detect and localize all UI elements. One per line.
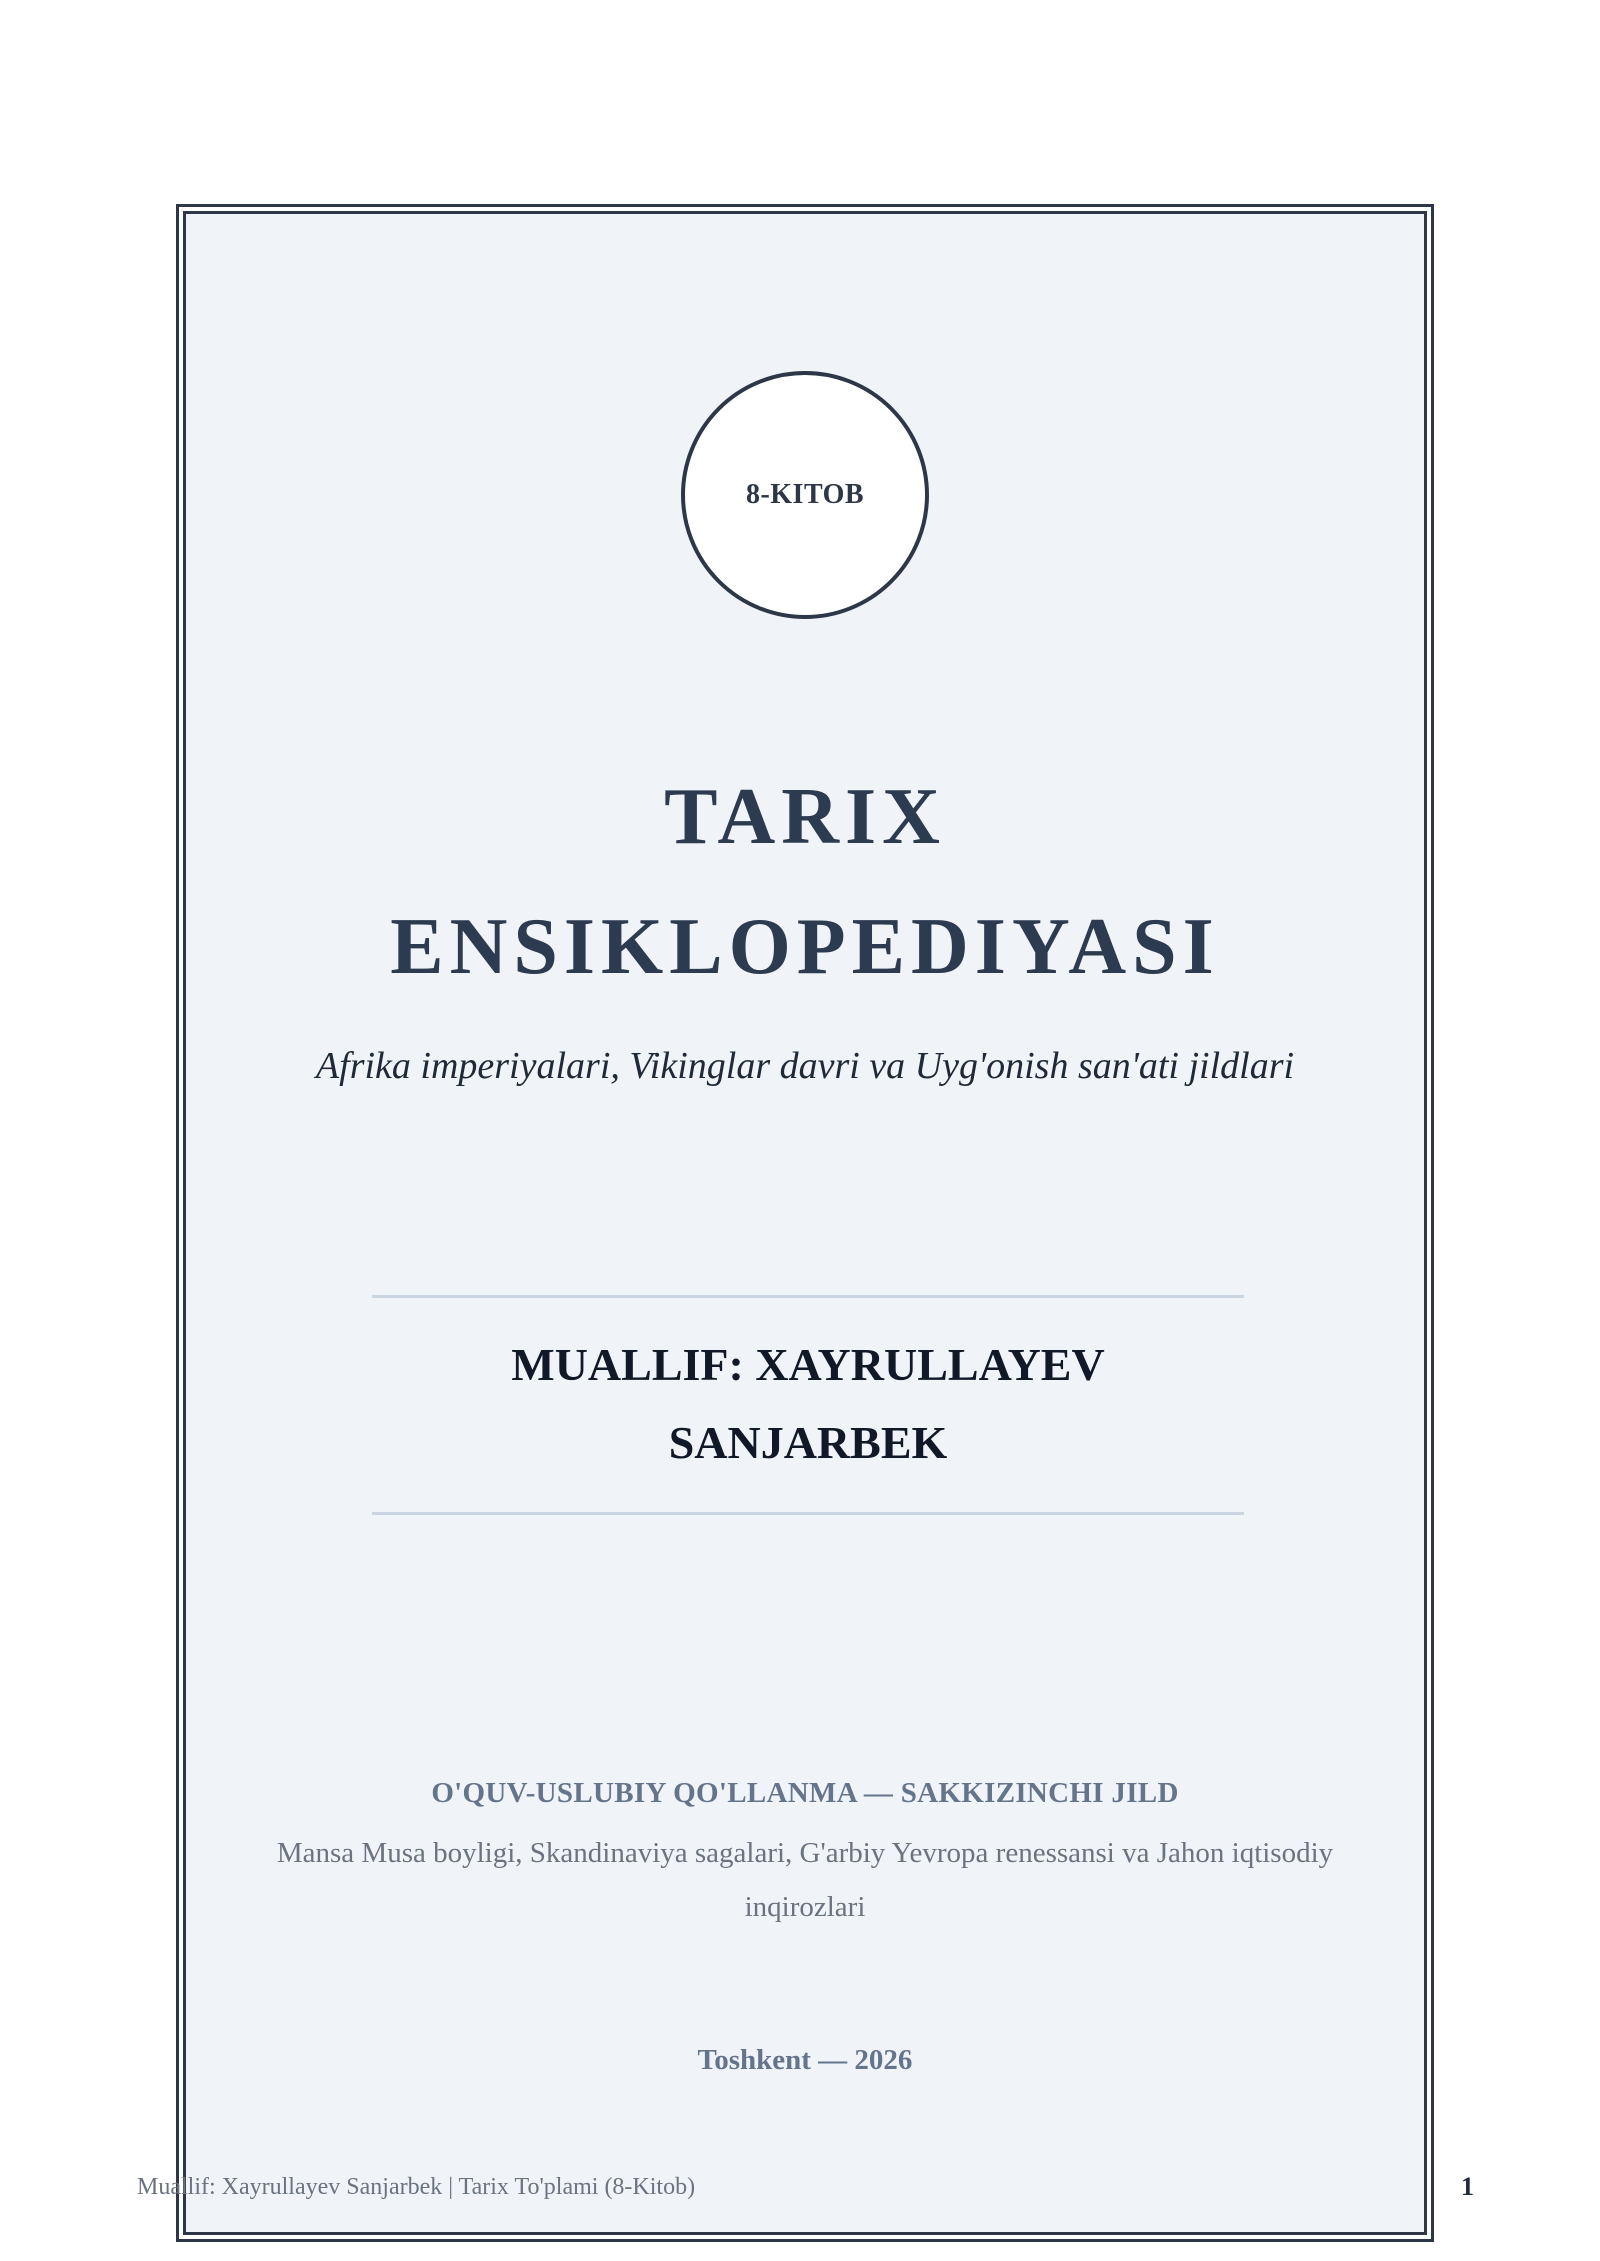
cover-panel <box>183 211 1427 2235</box>
book-number-badge <box>681 371 929 619</box>
author-line-1: MUALLIF: XAYRULLAYEV <box>511 1339 1105 1390</box>
page-number: 1 <box>1461 2172 1474 2201</box>
series-label: O'QUV-USLUBIY QO'LLANMA — SAKKIZINCHI JILD <box>431 1777 1179 1809</box>
place-and-year: Toshkent — 2026 <box>697 2044 913 2076</box>
series-description: Mansa Musa boyligi, Skandinaviya sagalari, G'arbiy Yevropa renessansi va Jahon iqtisodiy inqirozlari <box>276 1837 1334 1923</box>
book-title <box>186 752 1424 1012</box>
running-footer: Muallif: Xayrullayev Sanjarbek | Tarix To'plami (8-Kitob) <box>137 2174 696 2200</box>
book-title-line-2: ENSIKLOPEDIYASI <box>390 903 1220 991</box>
author-line-2: SANJARBEK <box>668 1417 948 1468</box>
book-number-label: 8-KITOB <box>745 479 865 510</box>
book-title-line-1: TARIX <box>664 773 946 861</box>
author-block <box>372 1295 1244 1515</box>
cover-frame <box>176 204 1434 2242</box>
book-subtitle: Afrika imperiyalari, Vikinglar davri va Uyg'onish san'ati jildlari <box>315 1045 1295 1087</box>
